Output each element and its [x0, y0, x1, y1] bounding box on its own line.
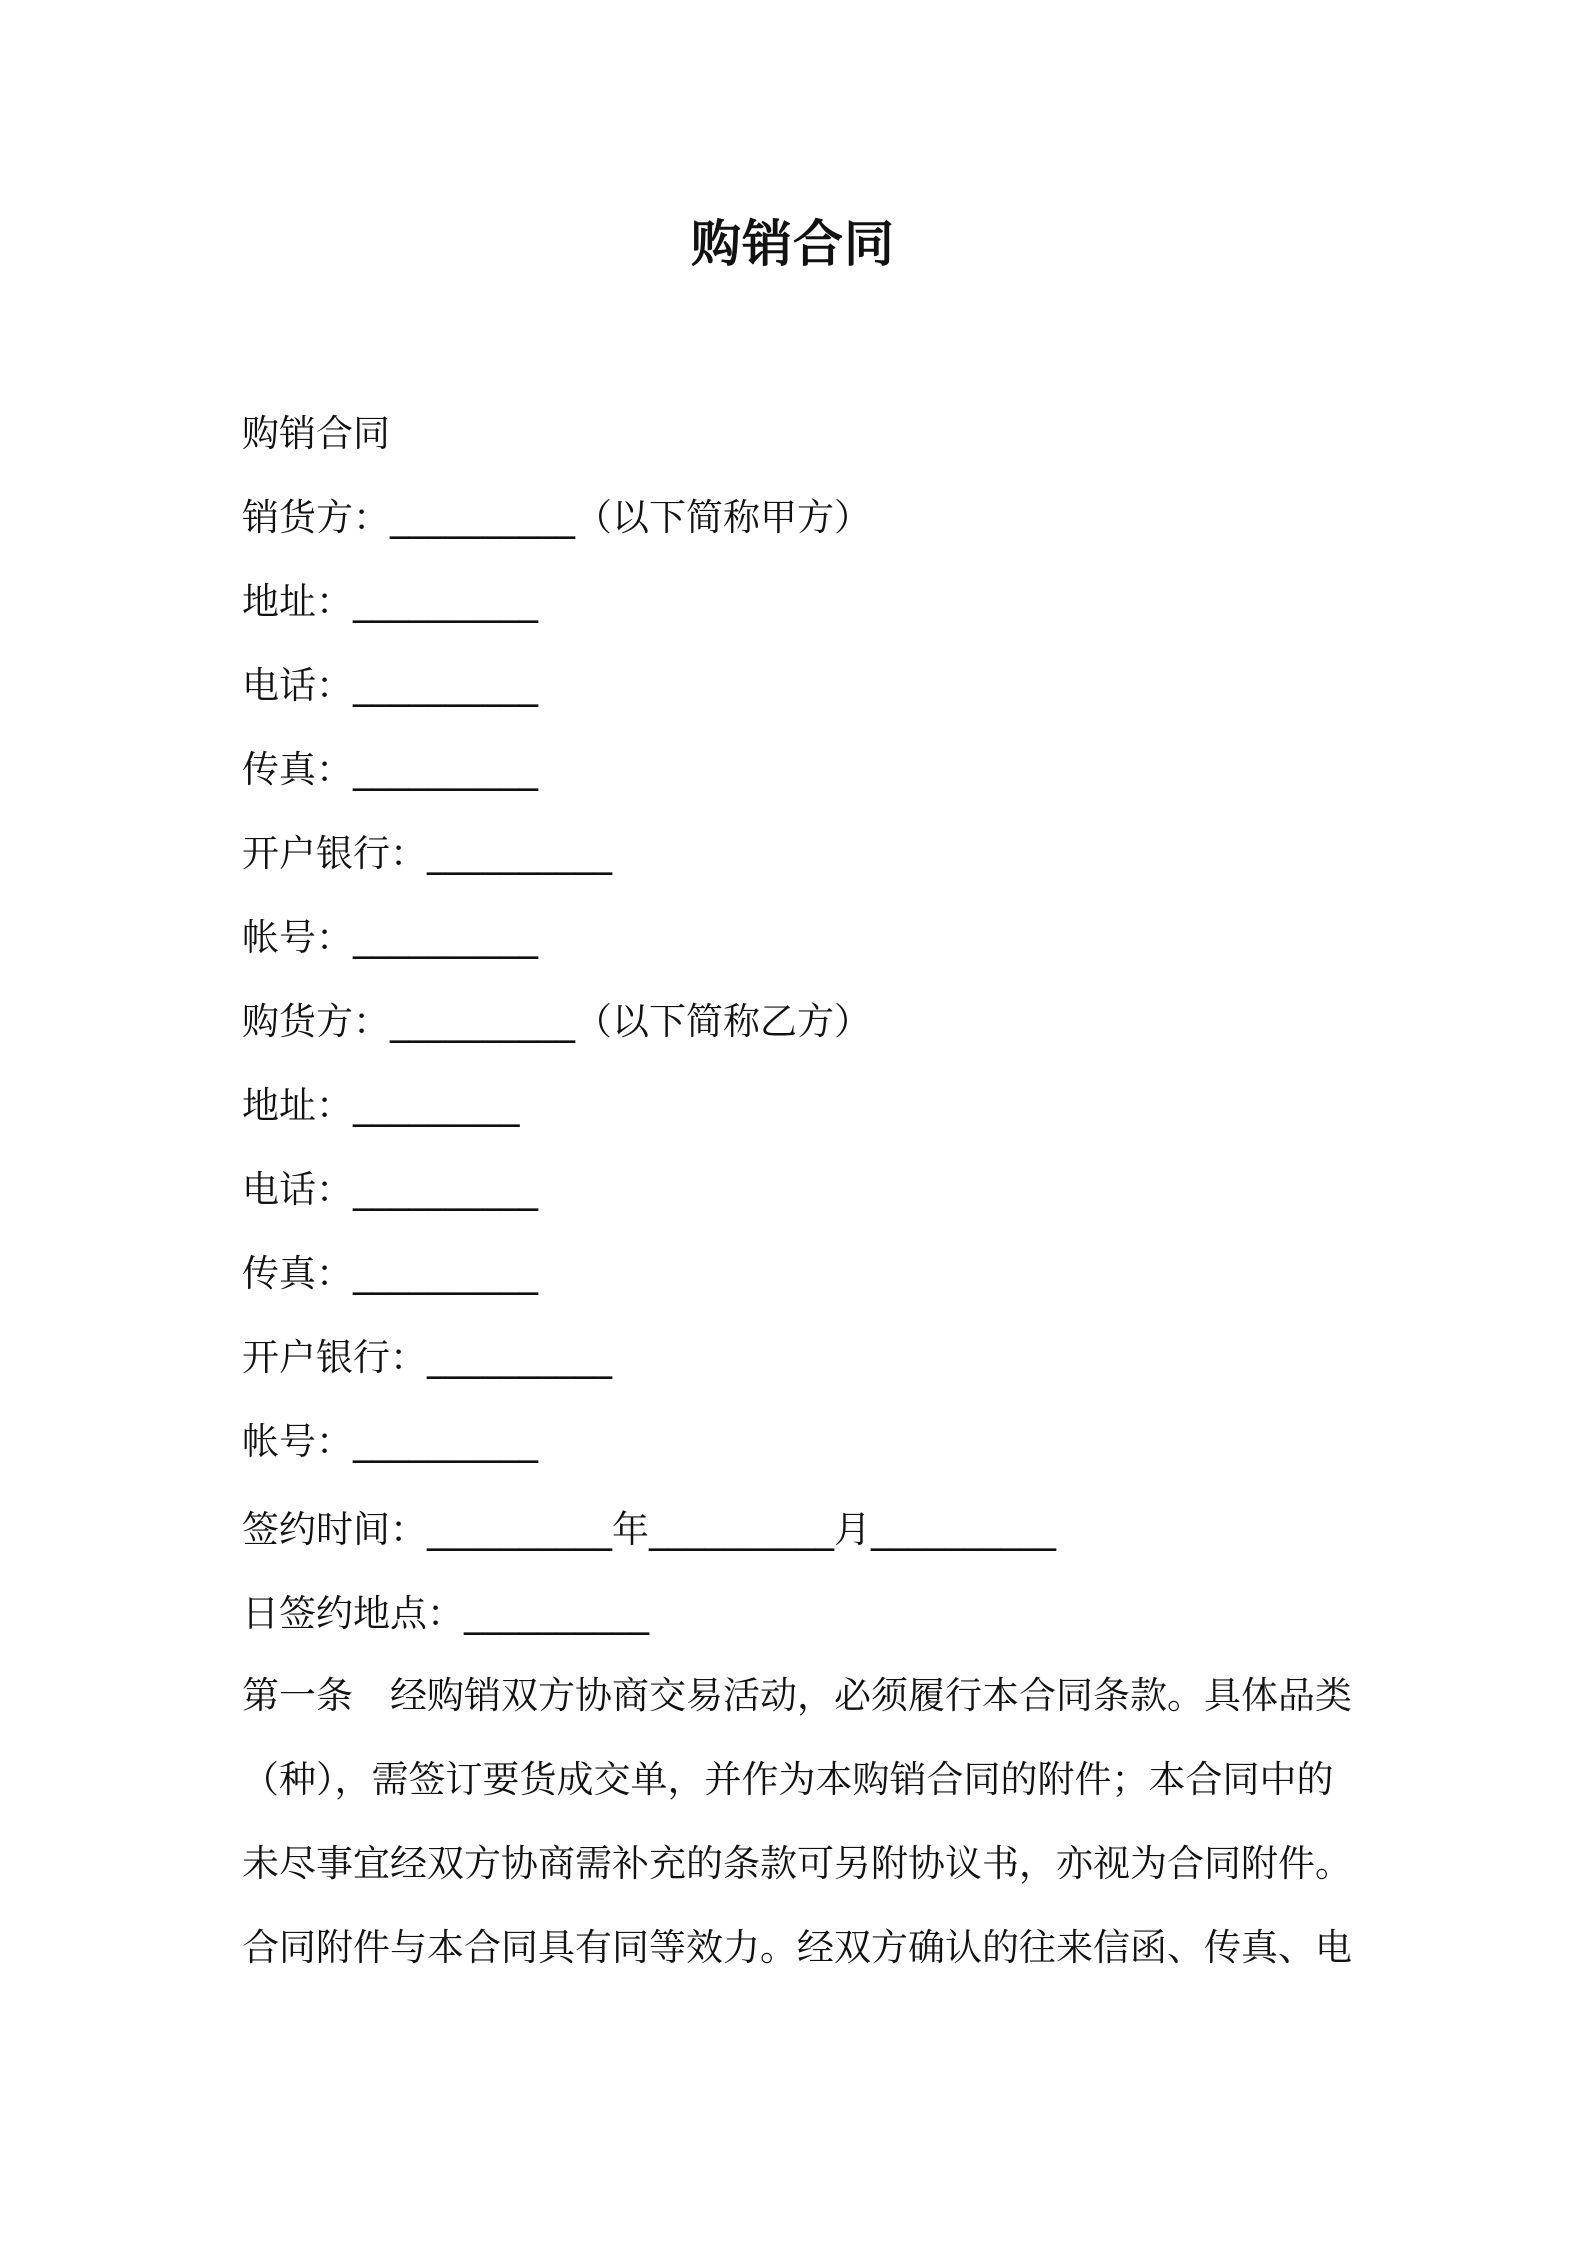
article-one-line: 合同附件与本合同具有同等效力。经双方确认的往来信函、传真、电 [242, 1926, 1352, 1969]
seller-address-line: 地址：__________ [242, 580, 538, 623]
buyer-account-line: 帐号：__________ [242, 1420, 538, 1463]
seller-account-line: 帐号：__________ [242, 916, 538, 959]
contract-heading: 购销合同 [242, 412, 390, 455]
page-title: 购销合同 [691, 215, 895, 273]
article-one-line: 未尽事宜经双方协商需补充的条款可另附协议书，亦视为合同附件。 [242, 1842, 1352, 1885]
article-one-line: （种），需签订要货成交单，并作为本购销合同的附件；本合同中的 [242, 1758, 1334, 1801]
buyer-address-line: 地址：_________ [242, 1084, 520, 1127]
signing-date-line: 签约时间：__________年__________月__________ [242, 1508, 1056, 1551]
buyer-line: 购货方：__________（以下简称乙方） [242, 1000, 871, 1043]
seller-bank-line: 开户银行：__________ [242, 832, 612, 875]
buyer-phone-line: 电话：__________ [242, 1168, 538, 1211]
buyer-bank-line: 开户银行：__________ [242, 1336, 612, 1379]
seller-fax-line: 传真：__________ [242, 748, 538, 791]
signing-place-line: 日签约地点：__________ [242, 1592, 649, 1635]
buyer-fax-line: 传真：__________ [242, 1252, 538, 1295]
seller-phone-line: 电话：__________ [242, 664, 538, 707]
seller-line: 销货方：__________（以下简称甲方） [242, 496, 871, 539]
article-one-line: 第一条 经购销双方协商交易活动，必须履行本合同条款。具体品类 [242, 1674, 1352, 1717]
